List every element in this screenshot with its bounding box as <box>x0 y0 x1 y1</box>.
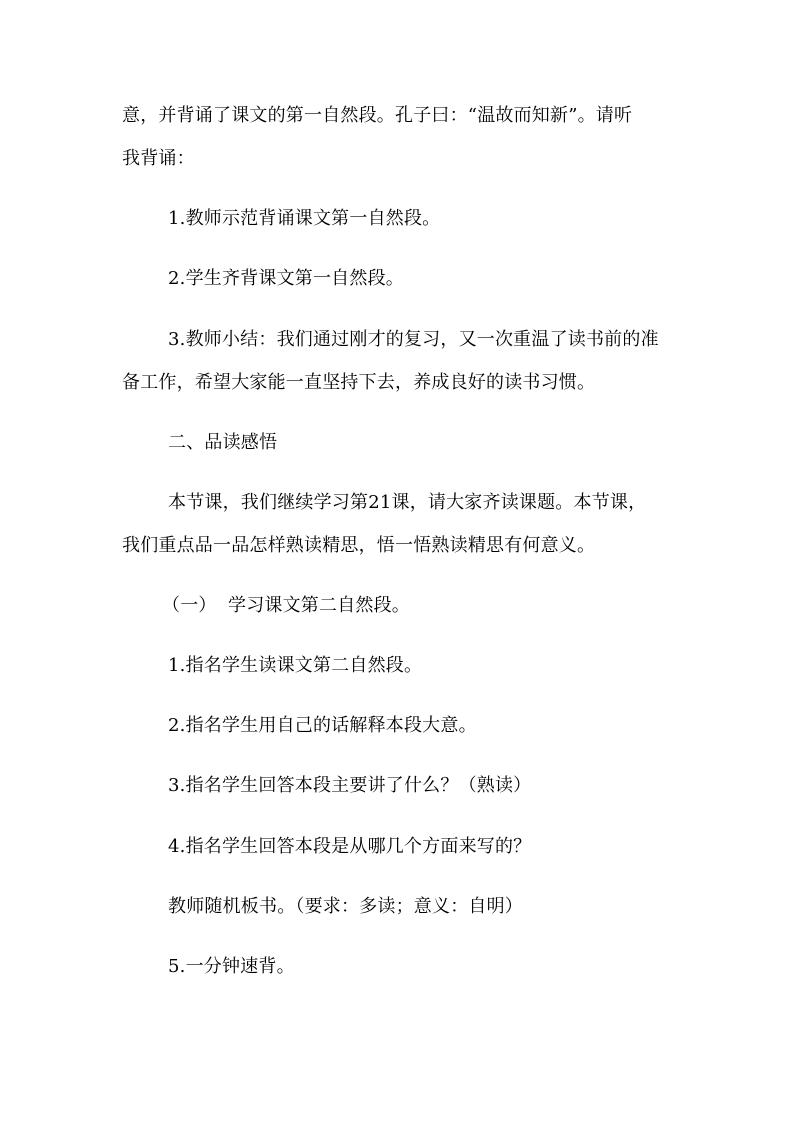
paragraph-line: 备工作，希望大家能一直坚持下去，养成良好的读书习惯。 <box>122 372 596 393</box>
list-item: 3.指名学生回答本段主要讲了什么？（熟读） <box>168 775 532 796</box>
paragraph-line: 我背诵： <box>122 148 195 169</box>
list-item: 1.教师示范背诵课文第一自然段。 <box>168 208 441 229</box>
paragraph-line: 教师随机板书。（要求：多读；意义：自明） <box>168 896 523 917</box>
list-item: 4.指名学生回答本段是从哪几个方面来写的？ <box>168 836 532 857</box>
list-item: 3.教师小结：我们通过刚才的复习，又一次重温了读书前的准 <box>168 329 659 350</box>
list-item: 5.一分钟速背。 <box>168 956 295 977</box>
paragraph-line: 意，并背诵了课文的第一自然段。孔子曰：“温故而知新”。请听 <box>122 105 633 126</box>
list-item: 1.指名学生读课文第二自然段。 <box>168 655 423 676</box>
subsection-heading <box>162 594 410 618</box>
subsection-number: （一） <box>162 595 217 616</box>
paragraph-line: 我们重点品一品怎样熟读精思，悟一悟熟读精思有何意义。 <box>122 535 596 556</box>
section-heading: 二、品读感悟 <box>168 432 278 453</box>
subsection-title: 学习课文第二自然段。 <box>228 595 410 616</box>
paragraph-line: 本节课，我们继续学习第21课，请大家齐读课题。本节课， <box>168 492 647 513</box>
list-item: 2.指名学生用自己的话解释本段大意。 <box>168 715 477 736</box>
list-item: 2.学生齐背课文第一自然段。 <box>168 268 404 289</box>
